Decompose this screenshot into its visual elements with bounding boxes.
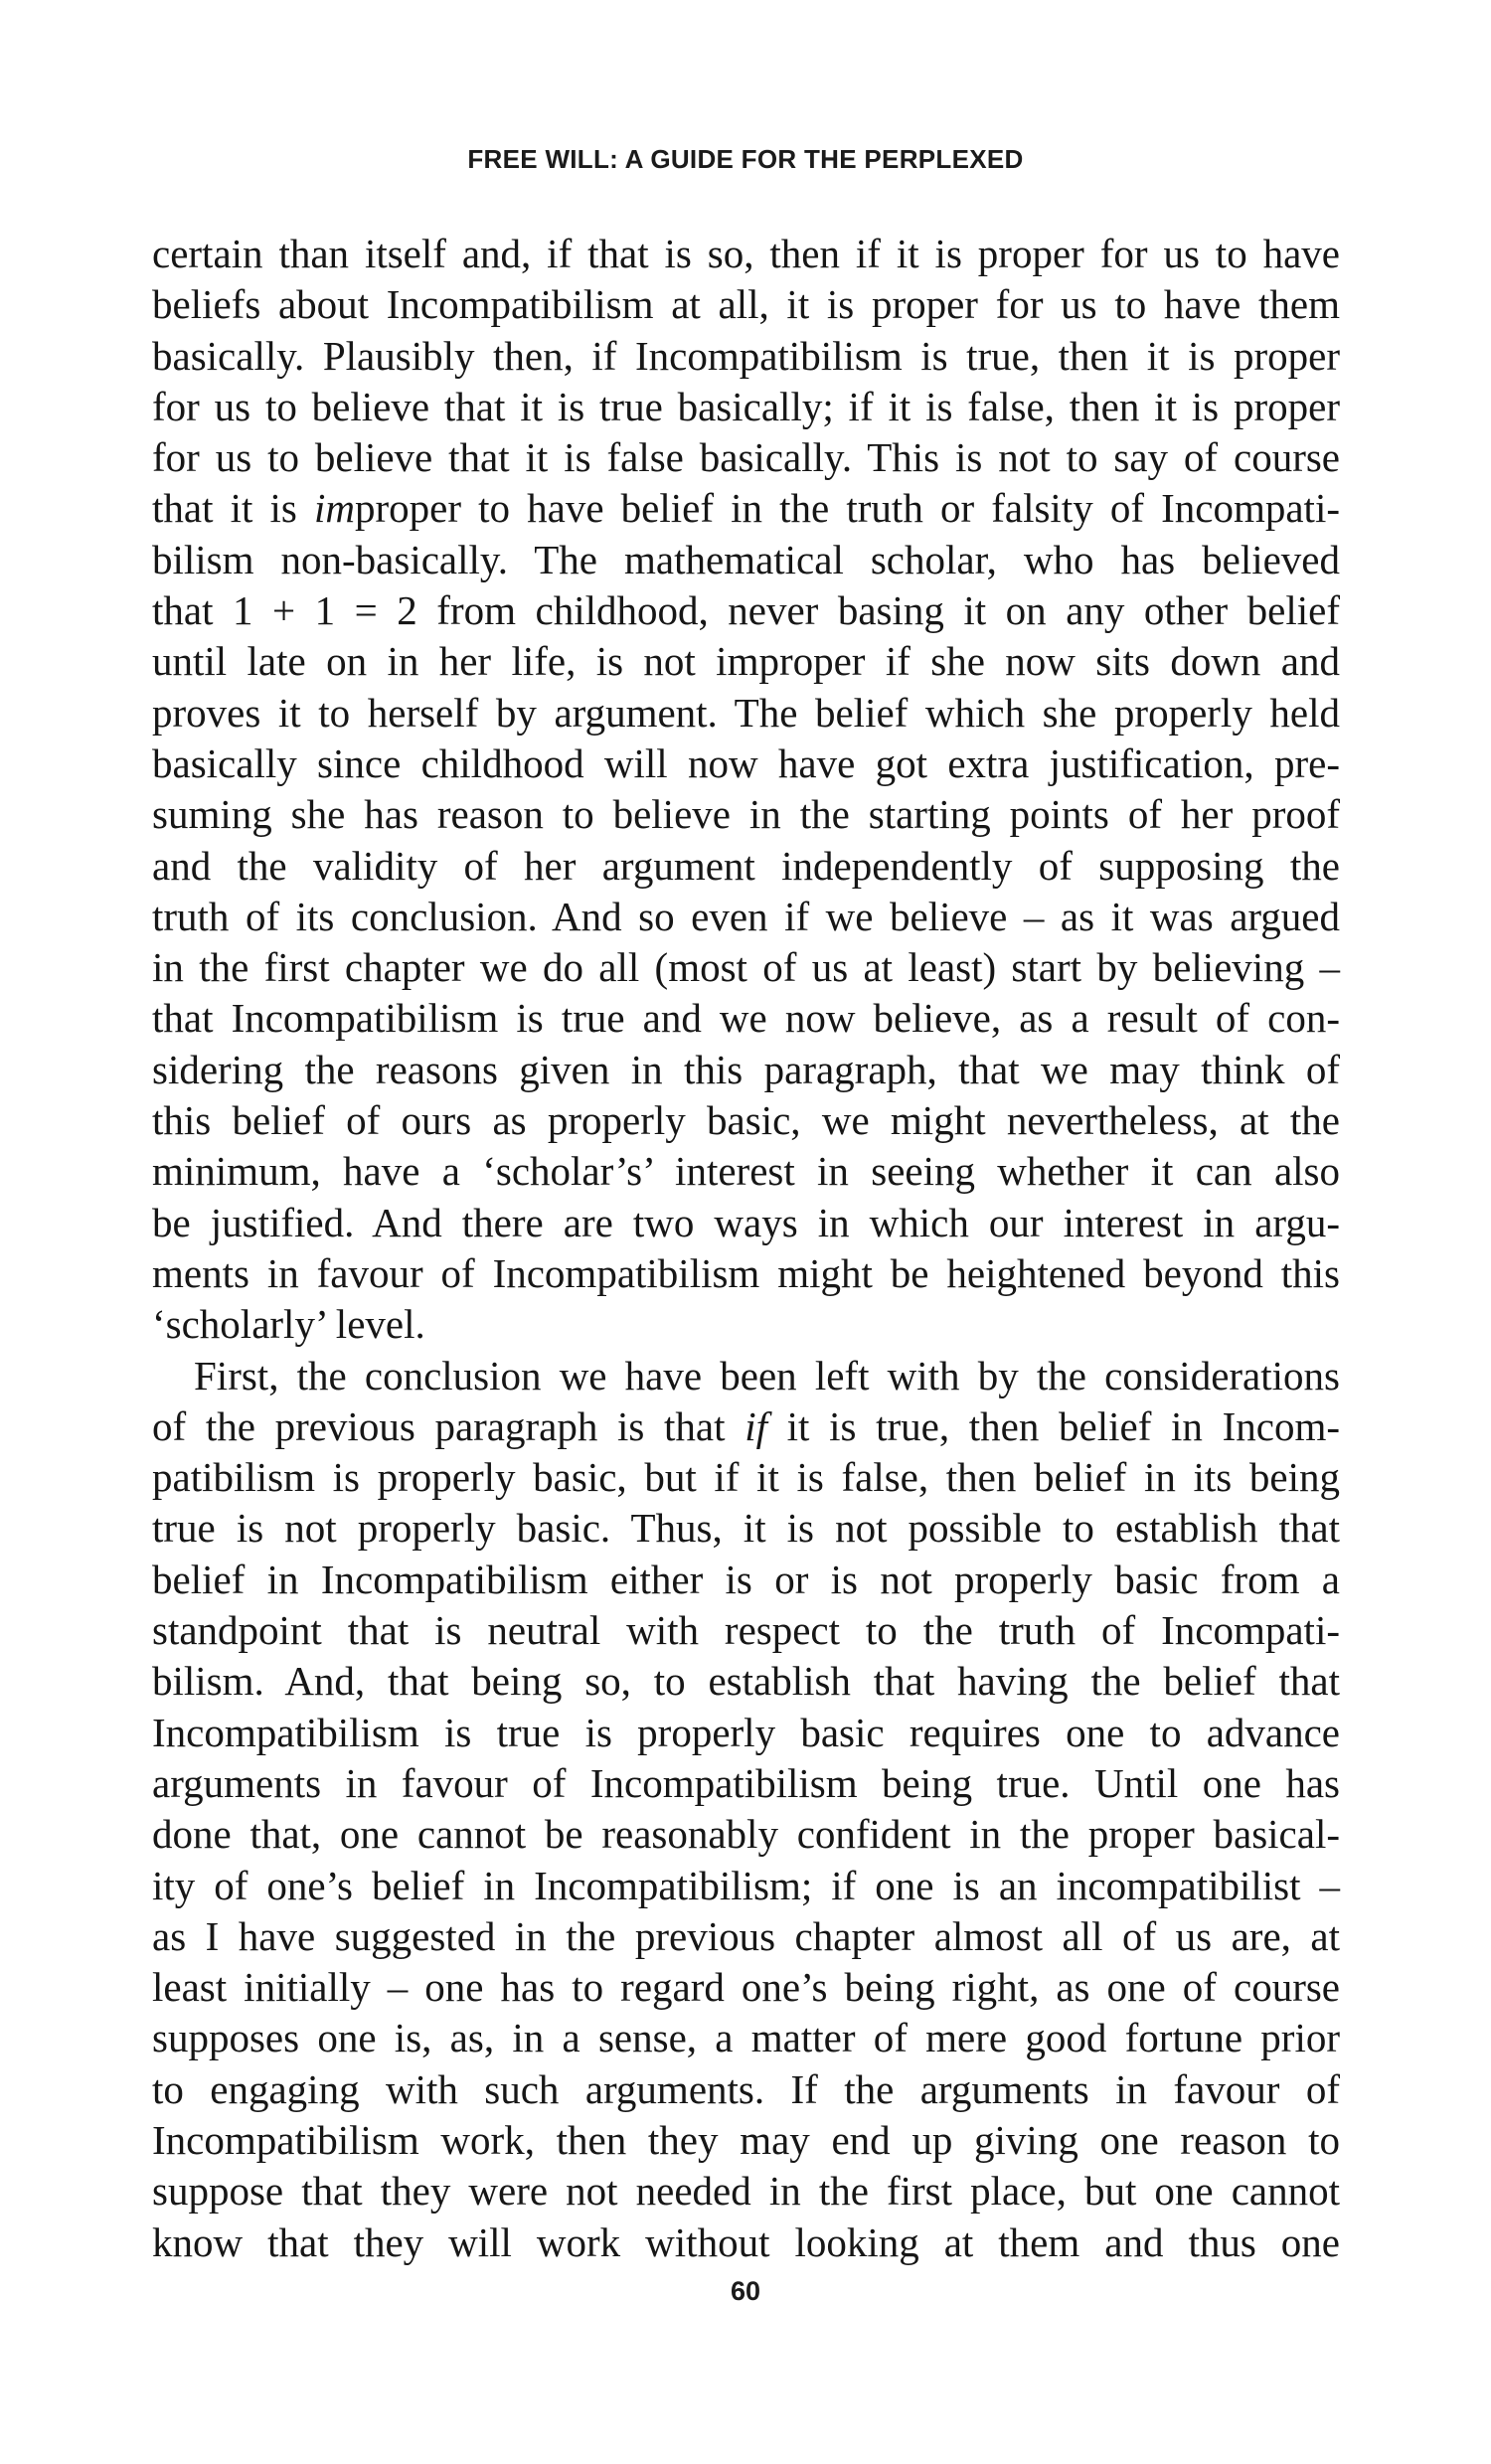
text-line: supposes one is, as, in a sense, a matter of mere good fortune prior	[152, 2015, 1340, 2061]
running-head: FREE WILL: A GUIDE FOR THE PERPLEXED	[467, 144, 1024, 174]
text-line: done that, one cannot be reasonably confident in the proper basical-	[152, 1811, 1340, 1858]
text-line: ity of one’s belief in Incompatibilism; if one is an incompatibilist –	[152, 1862, 1340, 1908]
text-line: suppose that they were not needed in the first place, but one cannot	[152, 2168, 1340, 2215]
text-line: certain than itself and, if that is so, then if it is proper for us to have	[152, 231, 1340, 276]
paragraph-1	[152, 229, 1340, 1351]
text-line: in the first chapter we do all (most of us at least) start by believing –	[152, 944, 1340, 991]
text-line: ‘scholarly’ level.	[152, 1301, 425, 1348]
text-line: bilism non-basically. The mathematical scholar, who has believed	[152, 536, 1340, 582]
text-line: that 1 + 1 = 2 from childhood, never basing it on any other belief	[152, 587, 1340, 634]
paragraph-2	[152, 1351, 1340, 2268]
body-text	[152, 229, 1340, 2268]
text-line: beliefs about Incompatibilism at all, it is proper for us to have them	[152, 281, 1340, 328]
page-number: 60	[730, 2276, 761, 2306]
text-line: arguments in favour of Incompatibilism being true. Until one has	[152, 1759, 1340, 1806]
text-line: patibilism is properly basic, but if it is false, then belief in its being	[152, 1454, 1340, 1501]
emphasis: im	[314, 485, 355, 532]
text-line: ments in favour of Incompatibilism might be heightened beyond this	[152, 1249, 1340, 1296]
text-line: for us to believe that it is true basically; if it is false, then it is proper	[152, 383, 1340, 429]
text-line: to engaging with such arguments. If the arguments in favour of	[152, 2065, 1340, 2112]
text-line: true is not properly basic. Thus, it is not possible to establish that	[152, 1505, 1340, 1552]
text-line: belief in Incompatibilism either is or is not properly basic from a	[152, 1556, 1340, 1602]
text-line: basically since childhood will now have got extra justification, pre-	[152, 739, 1340, 786]
text-line: First, the conclusion we have been left with by the considerations	[194, 1352, 1340, 1398]
text-line: basically. Plausibly then, if Incompatibilism is true, then it is proper	[152, 332, 1340, 379]
text-line: sidering the reasons given in this paragraph, that we may think of	[152, 1046, 1340, 1092]
text-line: as I have suggested in the previous chapter almost all of us are, at	[152, 1912, 1340, 1959]
emphasis: if	[745, 1402, 767, 1449]
text-line: that Incompatibilism is true and we now believe, as a result of con-	[152, 995, 1340, 1042]
text-line: suming she has reason to believe in the starting points of her proof	[152, 791, 1340, 838]
text-line: know that they will work without looking at them and thus one	[152, 2218, 1340, 2265]
text-line: this belief of ours as properly basic, we might nevertheless, at the	[152, 1097, 1340, 1144]
text-line: that it is improper to have belief in the truth or falsity of Incompati-	[152, 485, 1340, 532]
text-line: until late on in her life, is not improper if she now sits down and	[152, 638, 1340, 685]
text-line: minimum, have a ‘scholar’s’ interest in seeing whether it can also	[152, 1148, 1340, 1195]
text-line: bilism. And, that being so, to establish that having the belief that	[152, 1658, 1340, 1705]
text-line: for us to believe that it is false basically. This is not to say of course	[152, 434, 1340, 481]
text-line: and the validity of her argument independently of supposing the	[152, 842, 1340, 889]
text-line: be justified. And there are two ways in which our interest in argu-	[152, 1199, 1340, 1245]
text-line: Incompatibilism work, then they may end up giving one reason to	[152, 2116, 1340, 2163]
text-line: Incompatibilism is true is properly basic requires one to advance	[152, 1709, 1340, 1755]
text-line: of the previous paragraph is that if it is true, then belief in Incom-	[152, 1402, 1340, 1449]
text-line: standpoint that is neutral with respect to the truth of Incompati-	[152, 1607, 1340, 1654]
text-line: truth of its conclusion. And so even if we believe – as it was argued	[152, 893, 1340, 939]
text-line: least initially – one has to regard one’s being right, as one of course	[152, 1964, 1340, 2011]
text-line: proves it to herself by argument. The belief which she properly held	[152, 689, 1340, 736]
